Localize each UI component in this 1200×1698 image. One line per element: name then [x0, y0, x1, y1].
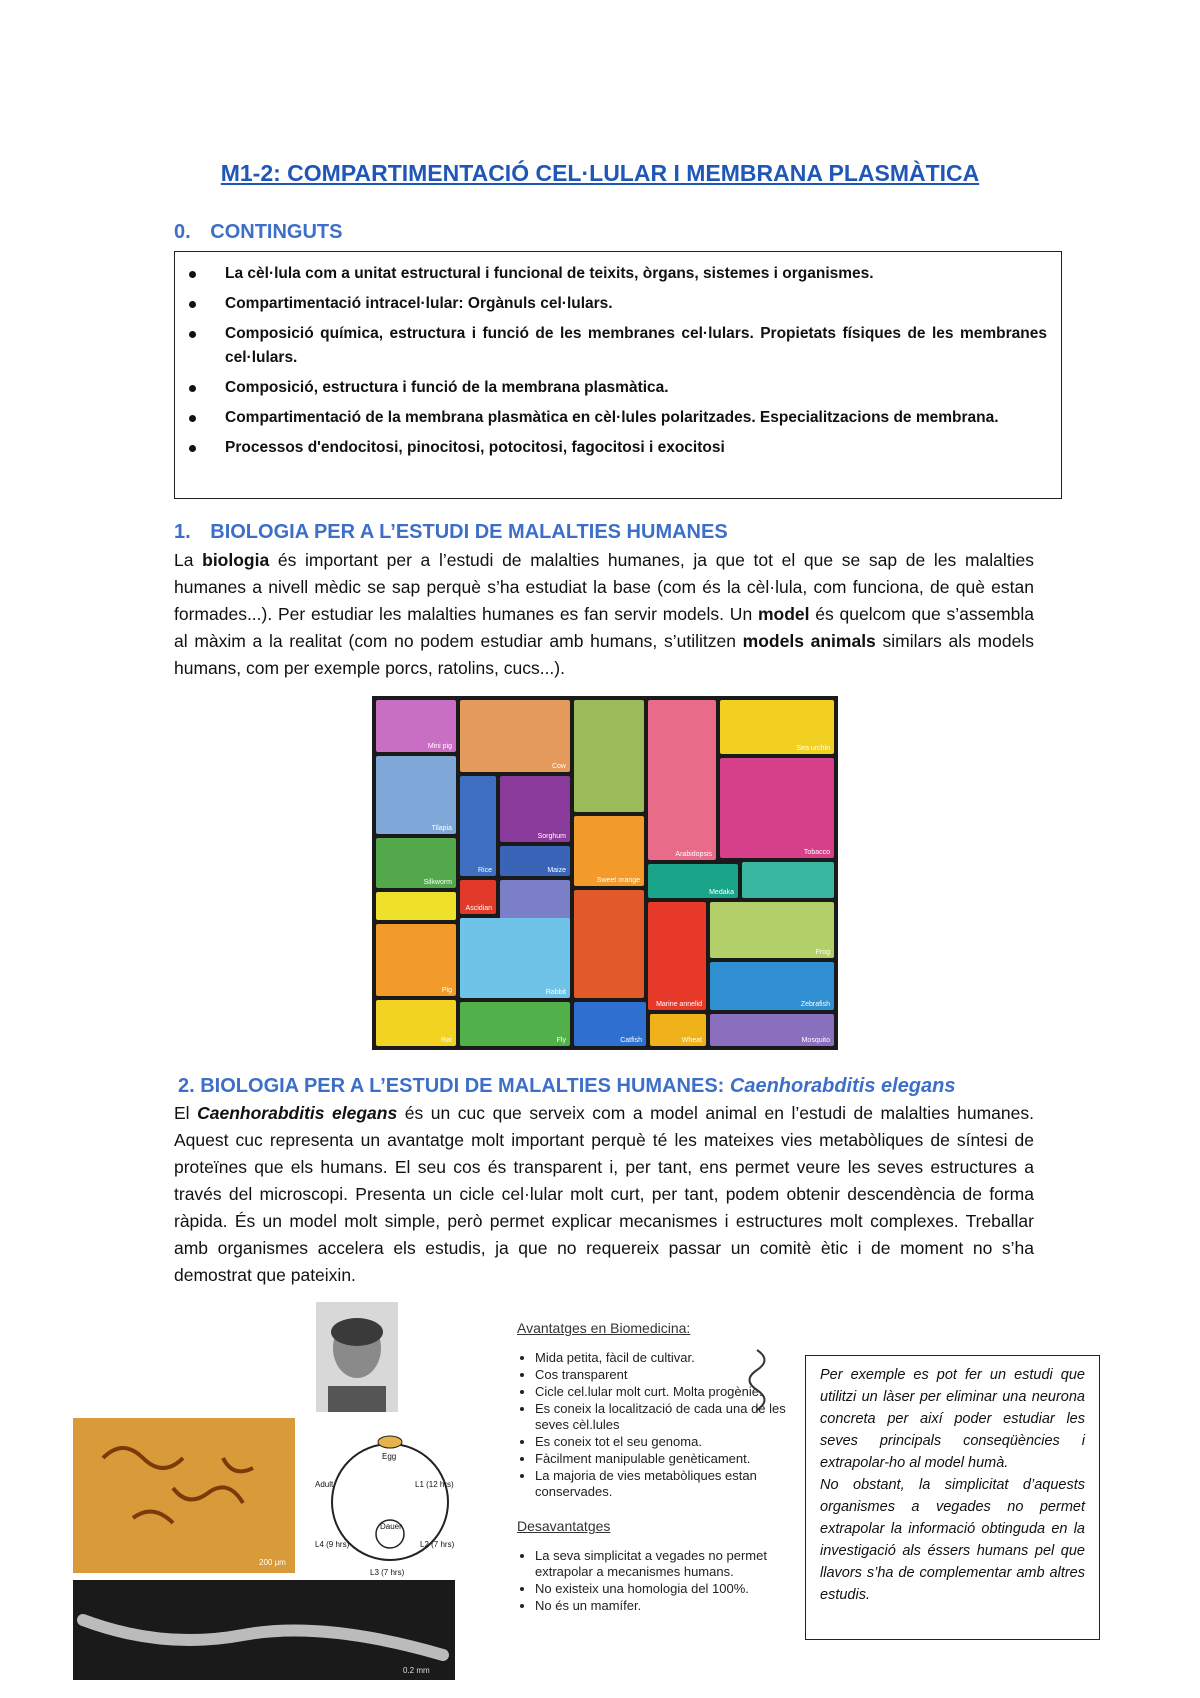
scale-label: 200 μm [259, 1558, 286, 1567]
list-item: Processos d'endocitosi, pinocitosi, potocitosi, fagocitosi i exocitosi [175, 436, 1047, 460]
note-paragraph-2: No obstant, la simplicitat d’aquests organismes a vegades no permet extrapolar la informació obtinguda en la investigació als éssers humans pel que llavors s’ha de complementar amb altres estudis. [820, 1477, 1085, 1603]
list-item: Composició química, estructura i funció de les membranes cel·lulars. Propietats físiques de les membranes cel·lulars. [175, 322, 1047, 370]
disadvantages-list [517, 1548, 807, 1614]
l4-label: L4 (9 hrs) [315, 1540, 350, 1549]
tile-mosquito: Mosquito [710, 1014, 834, 1046]
bullet-icon [189, 415, 196, 422]
worms-icon [73, 1418, 295, 1573]
tile-ape [574, 890, 644, 998]
tile-fly: Fly [460, 1002, 570, 1046]
list-item: • La seva simplicitat a vegades no permet extrapolar a mecanismes humans. [535, 1548, 807, 1580]
note-box [805, 1355, 1100, 1640]
tile-sweet-orange: Sweet orange [574, 816, 644, 886]
section-0-number: 0. [174, 221, 191, 243]
worm-culture-photo [73, 1418, 295, 1573]
tile-frog: Frog [710, 902, 834, 958]
page-title: M1-2: COMPARTIMENTACIÓ CEL·LULAR I MEMBRANA PLASMÀTICA [220, 160, 980, 186]
bullet-icon [189, 331, 196, 338]
list-item: Compartimentació de la membrana plasmàtica en cèl·lules polaritzades. Especialitzacions de membrana. [175, 406, 1047, 430]
scale-label-2: 0.2 mm [403, 1666, 430, 1675]
worm-sketch [735, 1345, 780, 1415]
tile-sorghum: Sorghum [500, 776, 570, 842]
l1-label: L1 (12 hrs) [415, 1480, 454, 1489]
tile-mini-pig: Mini pig [376, 700, 456, 752]
section-0-heading [174, 221, 342, 244]
worm-body-icon [73, 1580, 455, 1680]
list-item: • Cicle cel.lular molt curt. Molta progènie. [535, 1384, 807, 1400]
tile-maize: Maize [500, 846, 570, 876]
tile-silkworm: Silkworm [376, 838, 456, 888]
list-item: • No és un mamífer. [535, 1598, 807, 1614]
tile-annelid: Marine annelid [648, 902, 706, 1010]
adult-label: Adult [315, 1480, 334, 1489]
contents-box [174, 251, 1062, 499]
tile-monkey [574, 700, 644, 812]
section-2-heading: 2. BIOLOGIA PER A L’ESTUDI DE MALALTIES HUMANES: Caenhorabditis elegans [178, 1075, 956, 1097]
list-item: Composició, estructura i funció de la membrana plasmàtica. [175, 376, 1047, 400]
section-0-title: CONTINGUTS [210, 221, 343, 243]
contents-list [175, 252, 1061, 460]
scientist-photo [316, 1302, 398, 1412]
tile-pig: Pig [376, 924, 456, 996]
bullet-icon [189, 445, 196, 452]
tile-rat: Rat [376, 1000, 456, 1046]
tile-tobacco: Tobacco [720, 758, 834, 858]
tile-rice: Rice [460, 776, 496, 876]
bullet-icon [189, 271, 196, 278]
section-1-heading [174, 521, 728, 544]
tile-sea-urchin: Sea urchin [720, 700, 834, 754]
list-item: • Cos transparent [535, 1367, 807, 1383]
tile-yellow-worm [376, 892, 456, 920]
tile-rabbit: Rabbit [460, 918, 570, 998]
section-1-title: BIOLOGIA PER A L’ESTUDI DE MALALTIES HUMANES [210, 521, 728, 543]
tile-medaka: Medaka [648, 864, 738, 898]
tile-ascidian: Ascidian [460, 880, 496, 914]
worm-sketch-icon [735, 1345, 780, 1415]
model-organisms-image [372, 696, 838, 1050]
life-cycle-diagram [305, 1422, 475, 1582]
section-1-paragraph: La biologia és important per a l’estudi de malalties humanes, ja que tot el que se sap de les malalties humanes a nivell mèdic se sap perquè s’ha estudiat la base (com és la cèl·lula, com funciona, de què estan formades...). Per estudiar les malalties humanes es fan servir models. Un model és quelcom que s’assembla al màxim a la realitat (com no podem estudiar amb humans, s’utilitzen models animals similars als models humans, com per exemple porcs, ratolins, cucs...). [174, 550, 1035, 678]
dauer-label: Dauer [380, 1522, 402, 1531]
list-item: • Es coneix tot el seu genoma. [535, 1434, 807, 1450]
egg-label: Egg [382, 1452, 397, 1461]
tile-zebrafish: Zebrafish [710, 962, 834, 1010]
advantages-heading: Avantatges en Biomedicina: [517, 1320, 691, 1336]
portrait-icon [316, 1302, 398, 1412]
disadvantages-heading: Desavantatges [517, 1518, 611, 1534]
list-item: • No existeix una homologia del 100%. [535, 1581, 807, 1597]
tile-tilapia: Tilapia [376, 756, 456, 834]
section-2-paragraph: El Caenhorabditis elegans és un cuc que serveix com a model animal en l’estudi de malalties humanes. Aquest cuc representa un avantatge molt important perquè té les mateixes vies metabòliques de síntesi de proteïnes que els humans. El seu cos és transparent i, per tant, ens permet veure les seves estructures a través del microscopi. Presenta un cicle cel·lular molt curt, per tant, podem obtenir descendència de forma ràpida. És un model molt simple, però permet explicar mecanismes i estructures molt complexes. Treballar amb organismes accelera els estudis, ja que no requereix passar un comitè ètic i de moment no s’ha demostrat que pateixin. [174, 1103, 1034, 1285]
bullet-icon [189, 385, 196, 392]
section-1-number: 1. [174, 521, 191, 543]
tile-heart [742, 862, 834, 898]
l3-label: L3 (7 hrs) [370, 1568, 405, 1577]
list-item: • Mida petita, fàcil de cultivar. [535, 1350, 807, 1366]
list-item: • Es coneix la localització de cada una de les seves cèl.lules [535, 1401, 807, 1433]
list-item: Compartimentació intracel·lular: Orgànuls cel·lulars. [175, 292, 1047, 316]
list-item: La cèl·lula com a unitat estructural i funcional de teixits, òrgans, sistemes i organismes. [175, 262, 1047, 286]
list-item: • Fàcilment manipulable genèticament. [535, 1451, 807, 1467]
list-item: • La majoria de vies metabòliques estan conservades. [535, 1468, 807, 1500]
l2-label: L2 (7 hrs) [420, 1540, 455, 1549]
tile-cow: Cow [460, 700, 570, 772]
note-paragraph-1: Per exemple es pot fer un estudi que utilitzi un làser per eliminar una neurona concreta per així poder estudiar les seves principals conseqüències i extrapolar-ho al model humà. [820, 1367, 1085, 1471]
tile-arabidopsis: Arabidopsis [648, 700, 716, 860]
tile-wheat: Wheat [650, 1014, 706, 1046]
bullet-icon [189, 301, 196, 308]
microscope-worm-photo [73, 1580, 455, 1680]
cycle-circle-icon [305, 1422, 475, 1582]
tile-catfish: Catfish [574, 1002, 646, 1046]
